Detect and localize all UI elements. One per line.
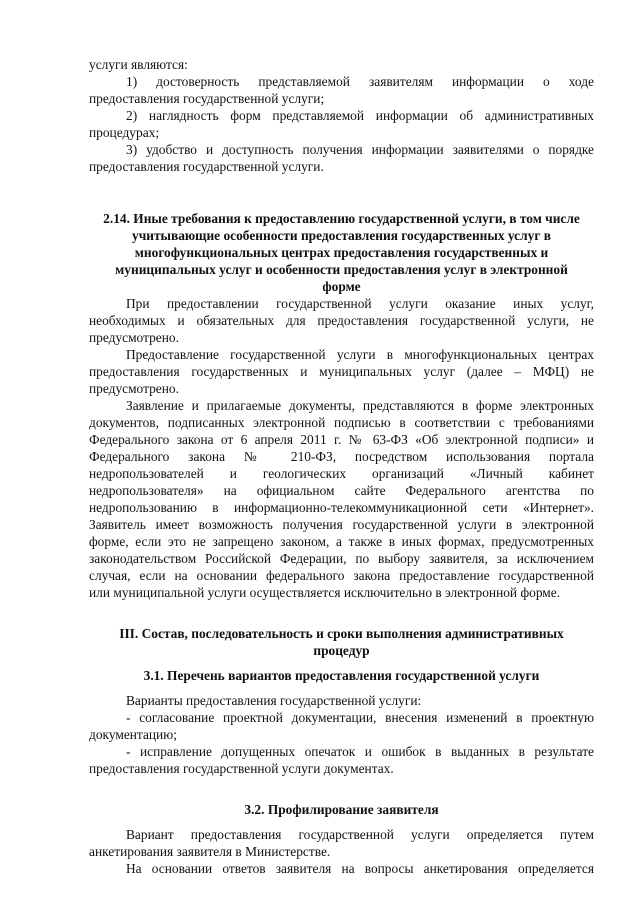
heading-line: форме bbox=[322, 279, 361, 294]
section-3-2-heading: 3.2. Профилирование заявителя bbox=[244, 802, 439, 817]
paragraph-line: анкетирования заявителя в Министерстве. bbox=[89, 844, 331, 859]
paragraph-line: законодательством Российской Федерации, по выбору заявителя, за исключением bbox=[89, 551, 594, 566]
paragraph-line: Предоставление государственной услуги в многофункциональных центрах bbox=[126, 347, 594, 362]
paragraph-line: документов, подписанных электронной подписью в соответствии с требованиями bbox=[89, 415, 594, 430]
heading-line: 2.14. Иные требования к предоставлению государственной услуги, в том числе bbox=[103, 211, 580, 226]
list-item-3-line-2: предоставления государственной услуги. bbox=[89, 159, 324, 174]
paragraph-line: недропользованию в информационно-телекоммуникационной сети «Интернет». bbox=[89, 500, 594, 515]
paragraph-line: необходимых и обязательных для предоставления государственной услуги, не bbox=[89, 313, 594, 328]
variant-item-2-line-2: предоставления государственной услуги документах. bbox=[89, 761, 394, 776]
paragraph-line: или муниципальной услуги осуществляется исключительно в электронной форме. bbox=[89, 585, 561, 600]
heading-line: муниципальных услуг и особенности предоставления услуг в электронной bbox=[115, 262, 568, 277]
paragraph-other-services bbox=[89, 295, 594, 346]
paragraph-line: недропользователей и геологических организаций «Личный кабинет bbox=[89, 466, 594, 481]
paragraph-variants: Варианты предоставления государственной услуги: bbox=[126, 693, 422, 708]
variant-item-1-line-2: документацию; bbox=[89, 727, 177, 742]
section-III-heading bbox=[89, 625, 594, 659]
list-item-2-line-1: 2) наглядность форм представляемой информации об административных bbox=[126, 108, 594, 123]
paragraph-line: Федерального закона от 6 апреля 2011 г. № 63-ФЗ «Об электронной подписи» и bbox=[89, 432, 594, 447]
section-2-14-heading bbox=[89, 210, 594, 295]
paragraph-line: Федерального закона № 210-ФЗ, посредством использования портала bbox=[89, 449, 594, 464]
paragraph-line: предусмотрено. bbox=[89, 381, 179, 396]
paragraph-line: недропользователя» на официальном сайте Федерального агентства по bbox=[89, 483, 594, 498]
heading-line: учитывающие особенности предоставления государственных услуг в bbox=[132, 228, 551, 243]
variant-item-1-line-1: - согласование проектной документации, внесения изменений в проектную bbox=[126, 710, 594, 725]
paragraph-mfc bbox=[89, 346, 594, 397]
heading-line: III. Состав, последовательность и сроки выполнения административных bbox=[119, 626, 564, 641]
list-item-1-line-2: предоставления государственной услуги; bbox=[89, 91, 325, 106]
list-item-2-line-2: процедурах; bbox=[89, 125, 160, 140]
paragraph-line: На основании ответов заявителя на вопросы анкетирования определяется bbox=[126, 861, 594, 876]
section-3-1-heading: 3.1. Перечень вариантов предоставления государственной услуги bbox=[143, 668, 540, 683]
paragraph-line: предоставления государственных и муниципальных услуг (далее – МФЦ) не bbox=[89, 364, 594, 379]
paragraph-line: Заявитель имеет возможность получения государственной услуги в электронной bbox=[89, 517, 594, 532]
variant-item-2-line-1: - исправление допущенных опечаток и ошибок в выданных в результате bbox=[126, 744, 594, 759]
heading-line: процедур bbox=[313, 643, 370, 658]
paragraph-line: случая, если на основании федерального закона предоставление государственной bbox=[89, 568, 594, 583]
paragraph-electronic-docs bbox=[89, 397, 594, 601]
paragraph-line: форме, если это не запрещено законом, а также в иных формах, предусмотренных bbox=[89, 534, 594, 549]
heading-line: многофункциональных центрах предоставления государственных и bbox=[134, 245, 549, 260]
paragraph-line: Вариант предоставления государственной услуги определяется путем bbox=[126, 827, 594, 842]
document-page bbox=[89, 56, 594, 877]
list-item-3-line-1: 3) удобство и доступность получения информации заявителями о порядке bbox=[126, 142, 594, 157]
paragraph-line: При предоставлении государственной услуги оказание иных услуг, bbox=[126, 296, 594, 311]
intro-line: услуги являются: bbox=[89, 57, 188, 72]
paragraph-line: Заявление и прилагаемые документы, представляются в форме электронных bbox=[126, 398, 594, 413]
paragraph-line: предусмотрено. bbox=[89, 330, 179, 345]
list-item-1-line-1: 1) достоверность представляемой заявителям информации о ходе bbox=[126, 74, 594, 89]
